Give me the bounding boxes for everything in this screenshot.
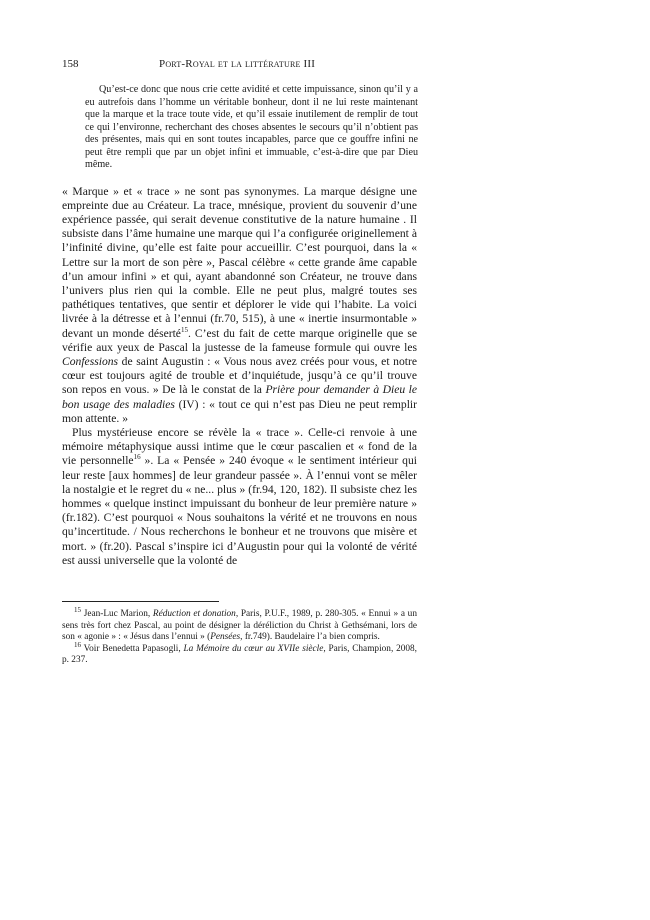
footnote-number: 16 [74,640,81,649]
running-title-text: Port-Royal et la littérature III [159,58,316,70]
paragraph-1-part-1: « Marque » et « trace » ne sont pas synonymes. La marque désigne une empreinte due au Créateur. La trace, mnésique, provient du souvenir d’une expérience passée, qui serait devenue constitutive de la nature humaine . Il subsiste dans l’âme humaine une marque qui l’a configurée originellement à l’infinité divine, qu’elle est faite pour accueillir. C’est pourquoi, dans la « Lettre sur la mort de son père », Pascal célèbre « cette grande âme capable d’un amour infini » et qui, ayant abandonné son Créateur, ne trouve dans l’univers plus rien qui la comble. Elle ne peut plus, malgré toutes ses pathétiques tentatives, que sentir et déplorer le vide qui l’habite. La voici livrée à la détresse et à l’ennui (fr.70, 515), à une « inertie insurmontable » devant un monde déserté [62,184,417,340]
footnote-italic: Réduction et donation [152,608,236,619]
book-title-confessions: Confessions [62,354,119,368]
book-title-priere: Prière pour demander à Dieu le bon usage des maladies [62,383,417,411]
footnote-16 [62,640,417,667]
paragraph-2-part-2: ». La « Pensée » 240 évoque « le sentiment intérieur qui leur reste [aux hommes] de leur grandeur passée ». À l’ennui vont se mêler la nostalgie et le regret du « ne... plus » (fr.94, 120, 182). Il subsiste chez les hommes « quelque instinct impuissant du bonheur de leur première nature » (fr.182). C’est pourquoi « Nous souhaitons la vérité et ne trouvons en nous qu’incertitude. / Nous recherchons le bonheur et ne trouvons que misère et mort. » (fr.20). Pascal s’inspire ici d’Augustin pour qui la volonté de vérité est aussi universelle que la volonté de [62,454,417,567]
footnote-rule [62,601,219,602]
footnote-ref-15: 15 [180,325,188,334]
paragraph-1-part-4: (IV) : « tout ce qui n’est pas Dieu ne peut remplir mon attente. » [62,397,418,425]
footnote-italic: Pensées [210,632,241,643]
page-number: 158 [62,58,79,70]
footnote-text: Jean-Luc Marion, [81,608,153,619]
block-quote [85,84,418,172]
paragraph-1-part-3: de saint Augustin : « Vous nous avez créés pour vous, et notre cœur est toujours agité de trouble et d’inquiétude, jusqu’à ce qu’il trouve son repos en vous. » De là le constat de la [62,354,417,397]
page-header [62,58,417,74]
footnote-italic: La Mémoire du cœur au XVIIe siècle [183,643,324,654]
footnote-ref-16: 16 [133,453,141,462]
running-title [159,58,315,70]
footnote-text: , fr.749). Baudelaire l’a bien compris. [240,632,380,643]
footnote-text: Voir Benedetta Papasogli, [81,643,184,654]
paragraph-1 [62,185,417,426]
body-text [62,185,417,568]
paragraph-2 [62,426,417,568]
footnotes [62,605,417,667]
footnote-number: 15 [74,605,81,614]
footnote-text: , Paris, Champion, 2008, p. 237. [62,643,417,666]
paragraph-1-part-2: . C’est du fait de cette marque originelle que se vérifie aux yeux de Pascal la justesse de la fameuse formule qui ouvre les [62,326,417,354]
paragraph-2-part-1: Plus mystérieuse encore se révèle la « trace ». Celle-ci renvoie à une mémoire métaphysique aussi intime que le cœur pascalien et « fond de la vie personnelle [62,425,417,468]
page [62,58,417,667]
footnote-15 [62,605,417,644]
quote-text: Qu’est-ce donc que nous crie cette avidité et cette impuissance, sinon qu’il y a eu autrefois dans l’homme un véritable bonheur, dont il ne lui reste maintenant que la marque et la trace toute vide, et qu’il essaie inutilement de remplir de tout ce qui l’environne, recherchant des choses absentes le secours qu’il n’obtient pas des présentes, mais qui en sont toutes incapables, parce que ce gouffre infini ne peut être rempli que par un objet infini et immuable, c’est-à-dire que par Dieu même. [85,84,418,170]
footnote-text: , Paris, P.U.F., 1989, p. 280-305. « Ennui » a un sens très fort chez Pascal, au point de désigner la déréliction du Christ à Gethsémani, lors de son « agonie » : « Jésus dans l’ennui » ( [62,608,417,643]
